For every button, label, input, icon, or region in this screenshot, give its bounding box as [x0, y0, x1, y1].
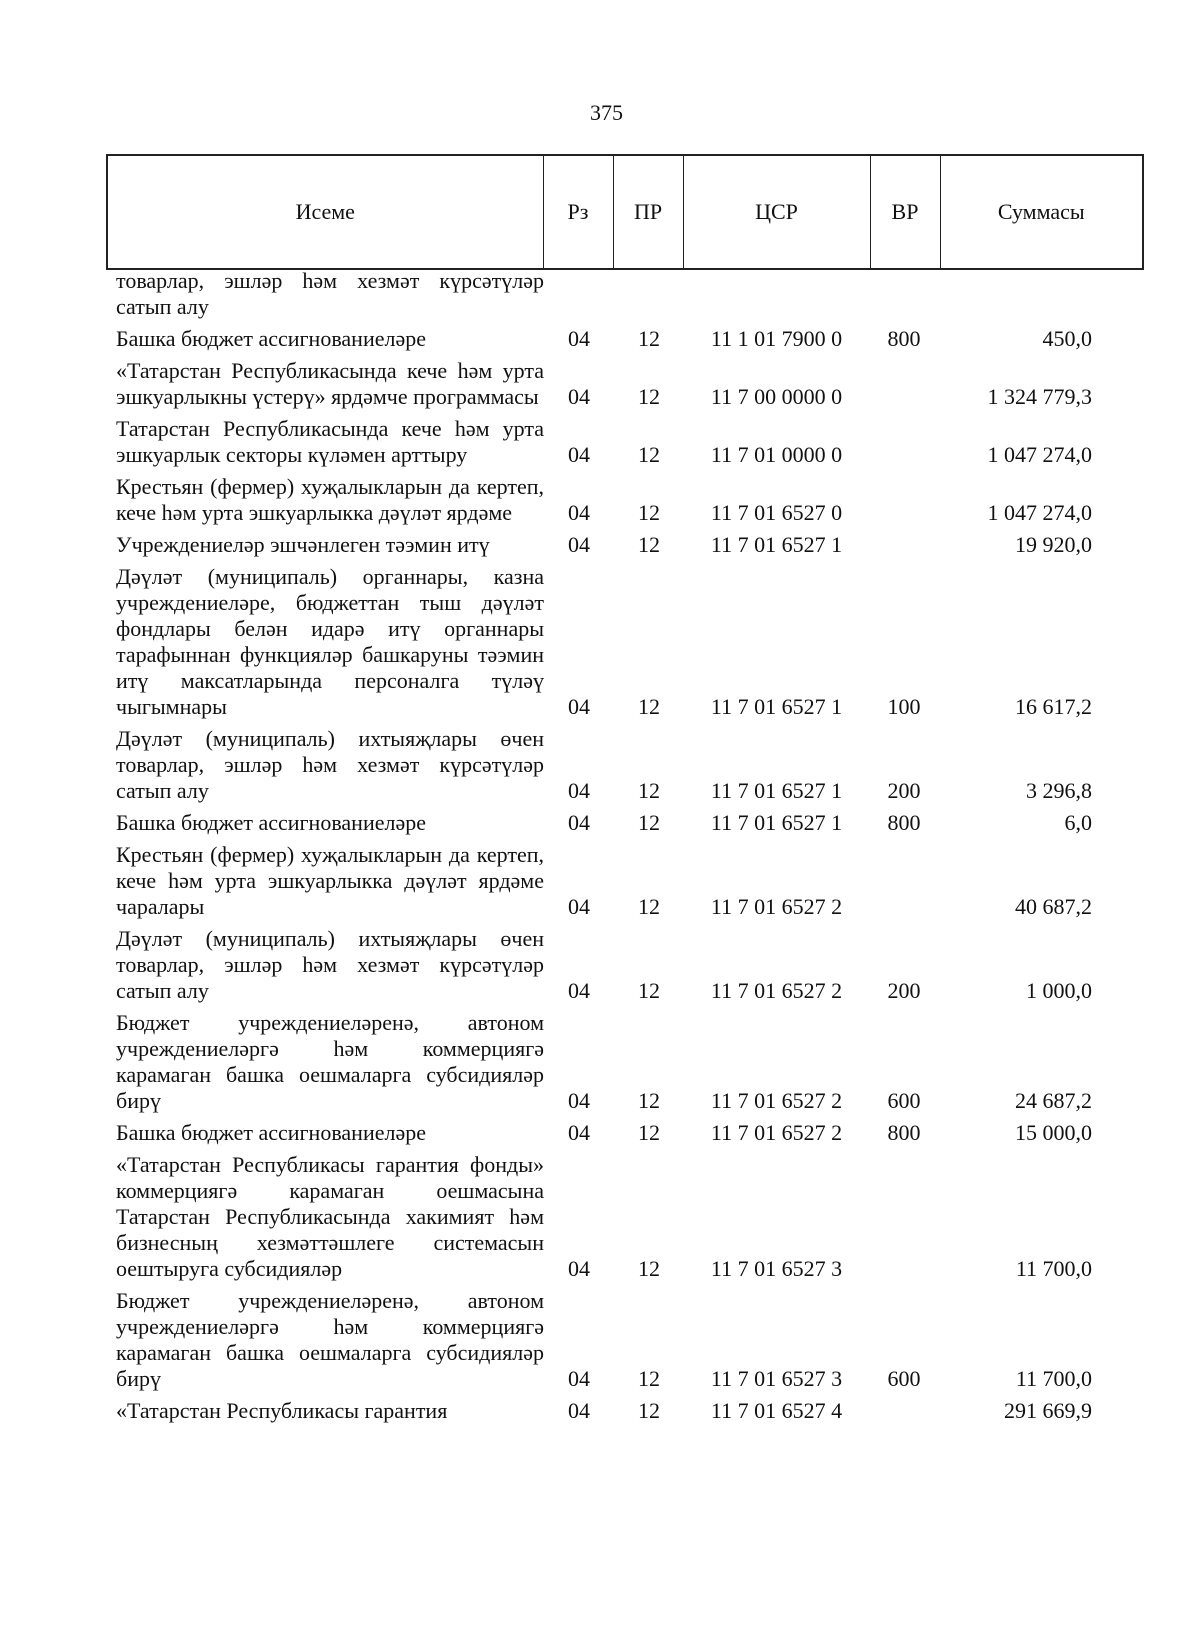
cell-rz: 04 — [568, 894, 590, 919]
cell-csr: 11 7 01 6527 1 — [710, 532, 843, 557]
cell-pr: 12 — [638, 1256, 660, 1281]
cell-vr: 800 — [887, 326, 921, 351]
cell-name: «Татарстан Республикасы гарантия — [116, 1398, 448, 1423]
cell-rz: 04 — [568, 442, 590, 467]
cell-csr: 11 7 01 6527 2 — [710, 894, 843, 919]
cell-sum: 6,0 — [1064, 810, 1092, 835]
cell-name: Башка бюджет ассигнованиеләре — [116, 1120, 426, 1145]
table-row — [106, 842, 1142, 920]
cell-rz: 04 — [568, 978, 590, 1003]
table-row — [106, 810, 1142, 836]
cell-pr: 12 — [638, 384, 660, 409]
cell-pr: 12 — [638, 500, 660, 525]
cell-name: Бюджет учреждениеләренә, автоном учреждениеләргә һәм коммерциягә карамаган башка оешмаларга субсидияләр бирү — [116, 1010, 544, 1113]
cell-rz: 04 — [568, 384, 590, 409]
cell-sum: 11 700,0 — [1015, 1256, 1092, 1281]
cell-pr: 12 — [638, 442, 660, 467]
cell-sum: 291 669,9 — [1004, 1398, 1092, 1423]
cell-csr: 11 7 01 6527 2 — [710, 1088, 843, 1113]
cell-rz: 04 — [568, 1256, 590, 1281]
cell-csr: 11 7 01 6527 1 — [710, 778, 843, 803]
cell-rz: 04 — [568, 778, 590, 803]
cell-rz: 04 — [568, 694, 590, 719]
cell-name: Башка бюджет ассигнованиеләре — [116, 326, 426, 351]
cell-name: Башка бюджет ассигнованиеләре — [116, 810, 426, 835]
table-row — [106, 268, 1142, 320]
cell-pr: 12 — [638, 1366, 660, 1391]
cell-csr: 11 7 01 6527 1 — [710, 810, 843, 835]
cell-rz: 04 — [568, 532, 590, 557]
cell-pr: 12 — [638, 1120, 660, 1145]
cell-pr: 12 — [638, 978, 660, 1003]
cell-name: Дәүләт (муниципаль) органнары, казна учреждениеләре, бюджеттан тыш дәүләт фондлары белән идарә итү органнары тарафыннан функцияләр башкаруны тәэмин итү максатларында персоналга түләү чыгымнары — [116, 564, 544, 719]
cell-sum: 1 047 274,0 — [987, 442, 1092, 467]
cell-csr: 11 7 01 6527 3 — [710, 1256, 843, 1281]
cell-pr: 12 — [638, 532, 660, 557]
table-row — [106, 926, 1142, 1004]
cell-vr: 800 — [887, 810, 921, 835]
table-row — [106, 416, 1142, 468]
cell-vr: 600 — [887, 1088, 921, 1113]
cell-name: Дәүләт (муниципаль) ихтыяҗлары өчен товарлар, эшләр һәм хезмәт күрсәтүләр сатып алу — [116, 926, 544, 1003]
table-row — [106, 358, 1142, 410]
header-pr: ПР — [613, 155, 683, 269]
cell-sum: 15 000,0 — [1015, 1120, 1092, 1145]
cell-sum: 450,0 — [1042, 326, 1092, 351]
cell-pr: 12 — [638, 894, 660, 919]
cell-pr: 12 — [638, 326, 660, 351]
cell-pr: 12 — [638, 778, 660, 803]
cell-rz: 04 — [568, 500, 590, 525]
cell-pr: 12 — [638, 1088, 660, 1113]
cell-csr: 11 1 01 7900 0 — [710, 326, 843, 351]
cell-name: Крестьян (фермер) хуҗалыкларын да кертеп, кече һәм урта эшкуарлыкка дәүләт ярдәме — [116, 474, 544, 525]
table-body — [106, 268, 1142, 1430]
cell-name: товарлар, эшләр һәм хезмәт күрсәтүләр сатып алу — [116, 268, 544, 319]
cell-vr: 200 — [887, 778, 921, 803]
cell-csr: 11 7 01 6527 4 — [710, 1398, 843, 1423]
cell-name: Дәүләт (муниципаль) ихтыяҗлары өчен товарлар, эшләр һәм хезмәт күрсәтүләр сатып алу — [116, 726, 544, 803]
cell-sum: 1 000,0 — [1026, 978, 1092, 1003]
table-row — [106, 1152, 1142, 1282]
cell-pr: 12 — [638, 810, 660, 835]
cell-sum: 1 047 274,0 — [987, 500, 1092, 525]
cell-name: Бюджет учреждениеләренә, автоном учреждениеләргә һәм коммерциягә карамаган башка оешмаларга субсидияләр бирү — [116, 1288, 544, 1391]
cell-pr: 12 — [638, 1398, 660, 1423]
page-number: 375 — [590, 100, 623, 125]
cell-vr: 600 — [887, 1366, 921, 1391]
cell-sum: 40 687,2 — [1015, 894, 1092, 919]
header-name: Исеме — [107, 155, 543, 269]
table-row — [106, 1398, 1142, 1424]
cell-csr: 11 7 01 6527 2 — [710, 978, 843, 1003]
cell-pr: 12 — [638, 694, 660, 719]
header-rz: Рз — [543, 155, 613, 269]
header-sum: Суммасы — [940, 155, 1143, 269]
header-csr: ЦСР — [683, 155, 870, 269]
table-row — [106, 1120, 1142, 1146]
cell-csr: 11 7 01 6527 2 — [710, 1120, 843, 1145]
cell-vr: 100 — [887, 694, 921, 719]
cell-csr: 11 7 01 0000 0 — [710, 442, 843, 467]
cell-name: «Татарстан Республикасында кече һәм урта эшкуарлыкны үстерү» ярдәмче программасы — [116, 358, 544, 409]
cell-sum: 1 324 779,3 — [987, 384, 1092, 409]
cell-sum: 24 687,2 — [1015, 1088, 1092, 1113]
table-header — [106, 154, 1144, 270]
cell-vr: 800 — [887, 1120, 921, 1145]
cell-sum: 16 617,2 — [1015, 694, 1092, 719]
header-vr: ВР — [870, 155, 940, 269]
cell-name: Учреждениеләр эшчәнлеген тәэмин итү — [116, 532, 490, 557]
table-row — [106, 474, 1142, 526]
cell-name: Крестьян (фермер) хуҗалыкларын да кертеп, кече һәм урта эшкуарлыкка дәүләт ярдәме чаралары — [116, 842, 544, 919]
cell-rz: 04 — [568, 1366, 590, 1391]
table-row — [106, 326, 1142, 352]
cell-rz: 04 — [568, 1398, 590, 1423]
table-row — [106, 1288, 1142, 1392]
cell-rz: 04 — [568, 1088, 590, 1113]
table-row — [106, 726, 1142, 804]
cell-sum: 19 920,0 — [1015, 532, 1092, 557]
table-row — [106, 564, 1142, 720]
table-row — [106, 532, 1142, 558]
cell-csr: 11 7 01 6527 0 — [710, 500, 843, 525]
cell-rz: 04 — [568, 1120, 590, 1145]
cell-vr: 200 — [887, 978, 921, 1003]
cell-csr: 11 7 01 6527 1 — [710, 694, 843, 719]
cell-rz: 04 — [568, 810, 590, 835]
cell-sum: 11 700,0 — [1015, 1366, 1092, 1391]
cell-name: Татарстан Республикасында кече һәм урта эшкуарлык секторы күләмен арттыру — [116, 416, 544, 467]
cell-csr: 11 7 01 6527 3 — [710, 1366, 843, 1391]
cell-csr: 11 7 00 0000 0 — [710, 384, 843, 409]
table-row — [106, 1010, 1142, 1114]
cell-rz: 04 — [568, 326, 590, 351]
cell-name: «Татарстан Республикасы гарантия фонды» коммерциягә карамаган оешмасына Татарстан Республикасында хакимият һәм бизнесның хезмәттәшлеге системасын оештыруга субсидияләр — [116, 1152, 544, 1281]
cell-sum: 3 296,8 — [1026, 778, 1092, 803]
